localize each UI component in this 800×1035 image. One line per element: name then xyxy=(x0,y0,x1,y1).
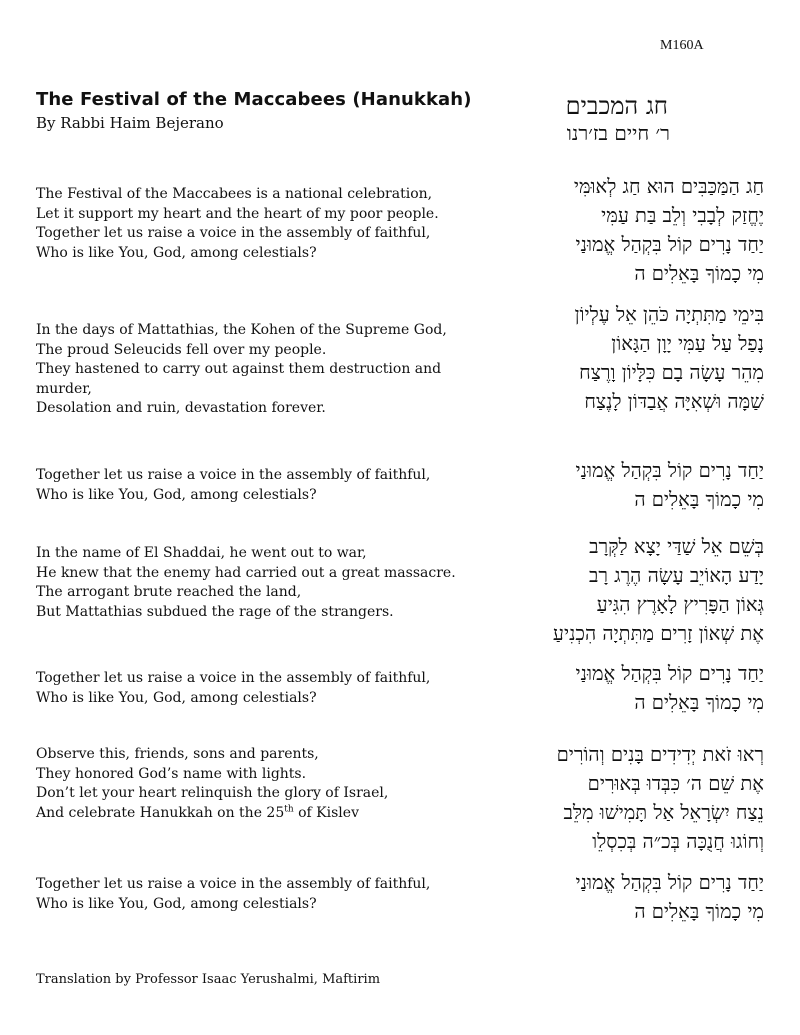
english-line: The arrogant brute reached the land, xyxy=(36,584,302,600)
hebrew-line: מִי כָמוֹךָ בָּאֵלִים ה xyxy=(634,262,764,285)
hebrew-line: בְּשֵׁם אֵל שַׁדַּי יָצָא לַקְּרָב xyxy=(589,535,764,558)
english-line: They hastened to carry out against them destruction and murder, xyxy=(36,361,442,397)
english-line: Who is like You, God, among celestials? xyxy=(36,486,317,503)
stanza-3-english xyxy=(36,544,486,622)
english-line: Together let us raise a voice in the assembly of faithful, xyxy=(36,876,431,892)
stanza-2-english xyxy=(36,321,476,419)
hebrew-line: מִהֵר עָשָׂה בָם כִּלָּיוֹן וָרֶצַח xyxy=(579,361,764,384)
hebrew-line: שַׁמָּה וּשְׁאִיָּה אֲבַדּוֹן לָנֶצַח xyxy=(584,390,764,413)
hebrew-line: יֶחֱזַק לְבָבִי וְלֵב בַּת עַמִּי xyxy=(601,204,764,227)
stanza-3-hebrew xyxy=(553,532,764,648)
ordinal-text-after: of Kislev xyxy=(293,804,359,821)
stanza-4-hebrew xyxy=(557,740,764,856)
english-line: Desolation and ruin, devastation forever. xyxy=(36,400,326,416)
english-line: Together let us raise a voice in the assembly of faithful, xyxy=(36,670,431,686)
english-line: Together let us raise a voice in the assembly of faithful, xyxy=(36,467,431,483)
hebrew-line: מִי כָמוֹךָ בָּאֵלִים ה xyxy=(634,691,764,714)
english-line: He knew that the enemy had carried out a great massacre. xyxy=(36,564,456,581)
hebrew-line: יַחַד נָרִים קוֹל בִּקְהַל אֱמוּנַי xyxy=(575,233,764,256)
hebrew-line: חַג הַמַּכַּבִּים הוּא חַג לְאוּמִּי xyxy=(573,175,764,198)
ordinal-text-before: And celebrate Hanukkah on the 25 xyxy=(36,804,285,821)
hebrew-line: בִּימֵי מַתִּתְיָה כֹּהֵן אֵל עֶלְיוֹן xyxy=(574,303,764,326)
hebrew-line: אֶת שֵׁם ה׳ כִּבְּדוּ בְּאוּרִים xyxy=(587,772,764,795)
ordinal-suffix: th xyxy=(284,803,294,814)
refrain-2-english xyxy=(36,669,486,708)
english-line: The proud Seleucids fell over my people. xyxy=(36,341,327,358)
english-line: Observe this, friends, sons and parents, xyxy=(36,746,319,762)
stanza-1-hebrew xyxy=(574,172,764,288)
stanza-2-hebrew xyxy=(575,300,764,416)
hebrew-line: נָפַל עַל עַמִּי יָוָן הַגָּאוֹן xyxy=(611,332,764,355)
refrain-3-english xyxy=(36,875,486,914)
refrain-2-hebrew xyxy=(576,659,764,717)
stanza-4-english xyxy=(36,745,486,823)
english-line: Together let us raise a voice in the assembly of faithful, xyxy=(36,225,431,241)
hebrew-author: ר׳ חיים בז׳רנו xyxy=(566,121,670,145)
hebrew-line: יַחַד נָרִים קוֹל בִּקְהַל אֱמוּנַי xyxy=(575,662,764,685)
hebrew-line: יָדַע הָאוֹיֵב עָשָׂה הֶרֶג רָב xyxy=(588,564,764,587)
english-author: By Rabbi Haim Bejerano xyxy=(36,114,224,132)
english-line: The Festival of the Maccabees is a national celebration, xyxy=(36,186,433,202)
hebrew-line: מִי כָמוֹךָ בָּאֵלִים ה xyxy=(634,900,764,923)
english-line: Let it support my heart and the heart of my poor people. xyxy=(36,205,439,222)
document-code: M160A xyxy=(660,38,704,53)
hebrew-title: חג המכבים xyxy=(565,92,668,120)
english-line-with-ordinal xyxy=(36,804,486,824)
hebrew-line: וְחוֹגוּ חֲנֻכָּה בְּכ״ה בְּכִסְלֵו xyxy=(592,830,764,853)
hebrew-line: יַחַד נָרִים קוֹל בִּקְהַל אֱמוּנַי xyxy=(575,871,764,894)
english-line: They honored God’s name with lights. xyxy=(36,765,307,782)
refrain-1-english xyxy=(36,466,486,505)
hebrew-line: מִי כָמוֹךָ בָּאֵלִים ה xyxy=(634,488,764,511)
english-title: The Festival of the Maccabees (Hanukkah) xyxy=(36,89,472,110)
english-line: Who is like You, God, among celestials? xyxy=(36,689,317,706)
translation-credit: Translation by Professor Isaac Yerushalmi, Maftirim xyxy=(36,972,381,987)
english-line: Who is like You, God, among celestials? xyxy=(36,244,317,261)
hebrew-line: אֶת שְׁאוֹן זָרִים מַתִּתְיָה הִכְנִיעַ xyxy=(552,622,764,645)
hebrew-line: נֵצַח יִשְׂרָאֵל אַל תָּמִישׁוּ מִלֵּב xyxy=(563,801,764,824)
refrain-3-hebrew xyxy=(576,868,764,926)
english-line: But Mattathias subdued the rage of the strangers. xyxy=(36,603,394,620)
english-line: Don’t let your heart relinquish the glory of Israel, xyxy=(36,785,389,801)
english-line: In the days of Mattathias, the Kohen of the Supreme God, xyxy=(36,322,447,338)
hebrew-line: גְּאוֹן הַפָּרִיץ לָאָרֶץ הִגִּיעַ xyxy=(596,593,764,616)
english-line: Who is like You, God, among celestials? xyxy=(36,895,317,912)
hebrew-line: רְאוּ זֹאת יְדִידִים בָּנִים וְהוֹרִים xyxy=(556,743,764,766)
refrain-1-hebrew xyxy=(576,456,764,514)
english-line: In the name of El Shaddai, he went out to war, xyxy=(36,545,367,561)
hebrew-line: יַחַד נָרִים קוֹל בִּקְהַל אֱמוּנַי xyxy=(575,459,764,482)
stanza-1-english xyxy=(36,185,486,263)
